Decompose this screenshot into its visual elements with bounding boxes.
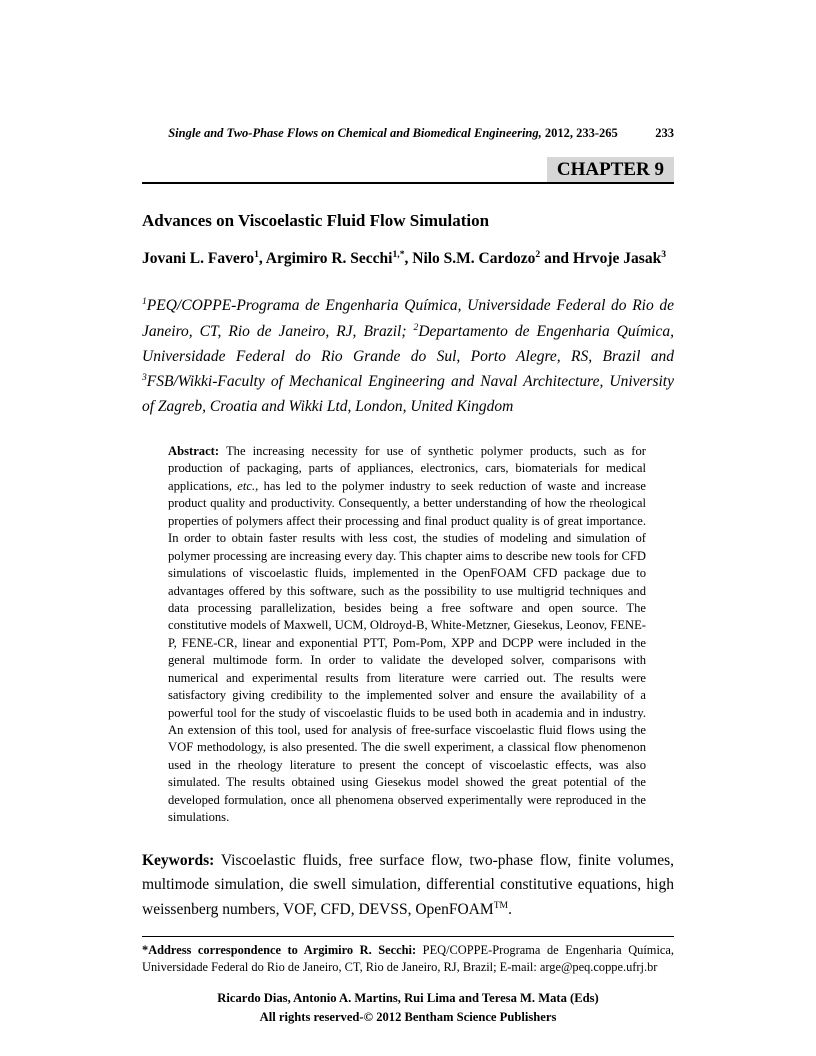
author-affil-marker: 1 bbox=[254, 248, 259, 260]
author-name: , Nilo S.M. Cardozo bbox=[404, 250, 536, 267]
affil-marker: 2 bbox=[413, 321, 419, 333]
chapter-banner bbox=[142, 157, 674, 184]
trademark-marker: TM bbox=[493, 900, 509, 912]
abstract-text: The increasing necessity for use of synthetic polymer products, such as for production of packaging, parts of appliances, electronics, cars, biomaterials for medical applications, bbox=[168, 444, 646, 493]
affiliation-text: PEQ/COPPE-Programa de Engenharia Química, Universidade Federal do Rio de Janeiro, CT, Rio de Janeiro, RJ, Brazil; bbox=[142, 297, 674, 340]
running-head-meta: 2012, 233-265 bbox=[541, 126, 618, 140]
footnote-label: *Address correspondence to Argimiro R. Secchi: bbox=[142, 943, 417, 958]
page-number: 233 bbox=[655, 126, 674, 140]
abstract-text: , has led to the polymer industry to seek reduction of waste and increase product quality and productivity. Consequently, a better understanding of how the rheological properties of polymers affect their processing and final product quality is of great importance. In order to obtain faster results with less cost, the studies of modeling and simulation of polymer processing are increasing every day. This chapter aims to describe new tools for CFD simulations of viscoelastic fluids, implemented in the OpenFOAM CFD package due to advantages offered by this software, such as the possibility to use multigrid techniques and data processing parallelization, besides being a free software and open source. The constitutive models of Maxwell, UCM, Oldroyd-B, White-Metzner, Giesekus, Leonov, FENE-P, FENE-CR, linear and exponential PTT, Pom-Pom, XPP and DCPP were included in the general multimode form. In order to validate the developed solver, comparisons with numerical and experimental results from literature were carried out. The results were satisfactory giving credibility to the implemented solver and ensure the availability of a powerful tool for the study of viscoelastic fluids to be used both in academia and in industry. An extension of this tool, used for analysis of free-surface viscoelastic fluid flows using the VOF methodology, is also presented. The die swell experiment, a classical flow phenomenon used in the rheology literature to present the concept of viscoelastic effects, was also simulated. The results obtained using Giesekus model showed the great potential of the developed formulation, once all phenomena observed experimentally were reproduced in the simulations. bbox=[168, 478, 646, 825]
affiliations bbox=[142, 293, 674, 419]
author-affil-marker: 2 bbox=[535, 248, 541, 260]
correspondence-footnote bbox=[142, 936, 674, 976]
authors-line bbox=[142, 248, 674, 270]
affil-marker: 3 bbox=[142, 371, 147, 383]
author-affil-marker: 1,* bbox=[392, 248, 405, 260]
keywords bbox=[142, 849, 674, 923]
keywords-text: Viscoelastic fluids, free surface flow, two-phase flow, finite volumes, multimode simulation, die swell simulation, differential constitutive equations, high weissenberg numbers, VOF, CFD, DEVSS, OpenFOAM bbox=[142, 851, 674, 919]
keywords-period: . bbox=[508, 901, 512, 919]
footnote-text: PEQ/COPPE-Programa de Engenharia Química, Universidade Federal do Rio de Janeiro, CT, Rio de Janeiro, RJ, Brazil; E-mail: arge@peq.coppe.ufrj.br bbox=[142, 943, 674, 975]
abstract-label: Abstract: bbox=[168, 444, 220, 459]
footer-rights: All rights reserved-© 2012 Bentham Science Publishers bbox=[259, 1010, 557, 1025]
abstract-etc: etc. bbox=[237, 478, 256, 493]
chapter-label: CHAPTER 9 bbox=[547, 157, 674, 182]
affiliation-text: FSB/Wikki-Faculty of Mechanical Engineering and Naval Architecture, University of Zagreb, Croatia and Wikki Ltd, London, United Kingdom bbox=[142, 372, 674, 415]
affil-marker: 1 bbox=[142, 296, 147, 308]
abstract bbox=[168, 443, 646, 827]
running-head bbox=[142, 126, 674, 141]
page-footer bbox=[142, 989, 674, 1027]
author-name: Jovani L. Favero bbox=[142, 250, 255, 267]
author-name: and Hrvoje Jasak bbox=[540, 250, 662, 267]
running-head-book-title: Single and Two-Phase Flows on Chemical and Biomedical Engineering, bbox=[168, 126, 542, 140]
keywords-label: Keywords: bbox=[142, 851, 215, 869]
author-name: , Argimiro R. Secchi bbox=[258, 250, 393, 267]
footer-editors: Ricardo Dias, Antonio A. Martins, Rui Lima and Teresa M. Mata (Eds) bbox=[217, 991, 599, 1006]
author-affil-marker: 3 bbox=[661, 248, 666, 260]
chapter-title: Advances on Viscoelastic Fluid Flow Simulation bbox=[142, 211, 490, 230]
affiliation-text: Departamento de Engenharia Química, Universidade Federal do Rio Grande do Sul, Porto Alegre, RS, Brazil and bbox=[142, 322, 674, 365]
